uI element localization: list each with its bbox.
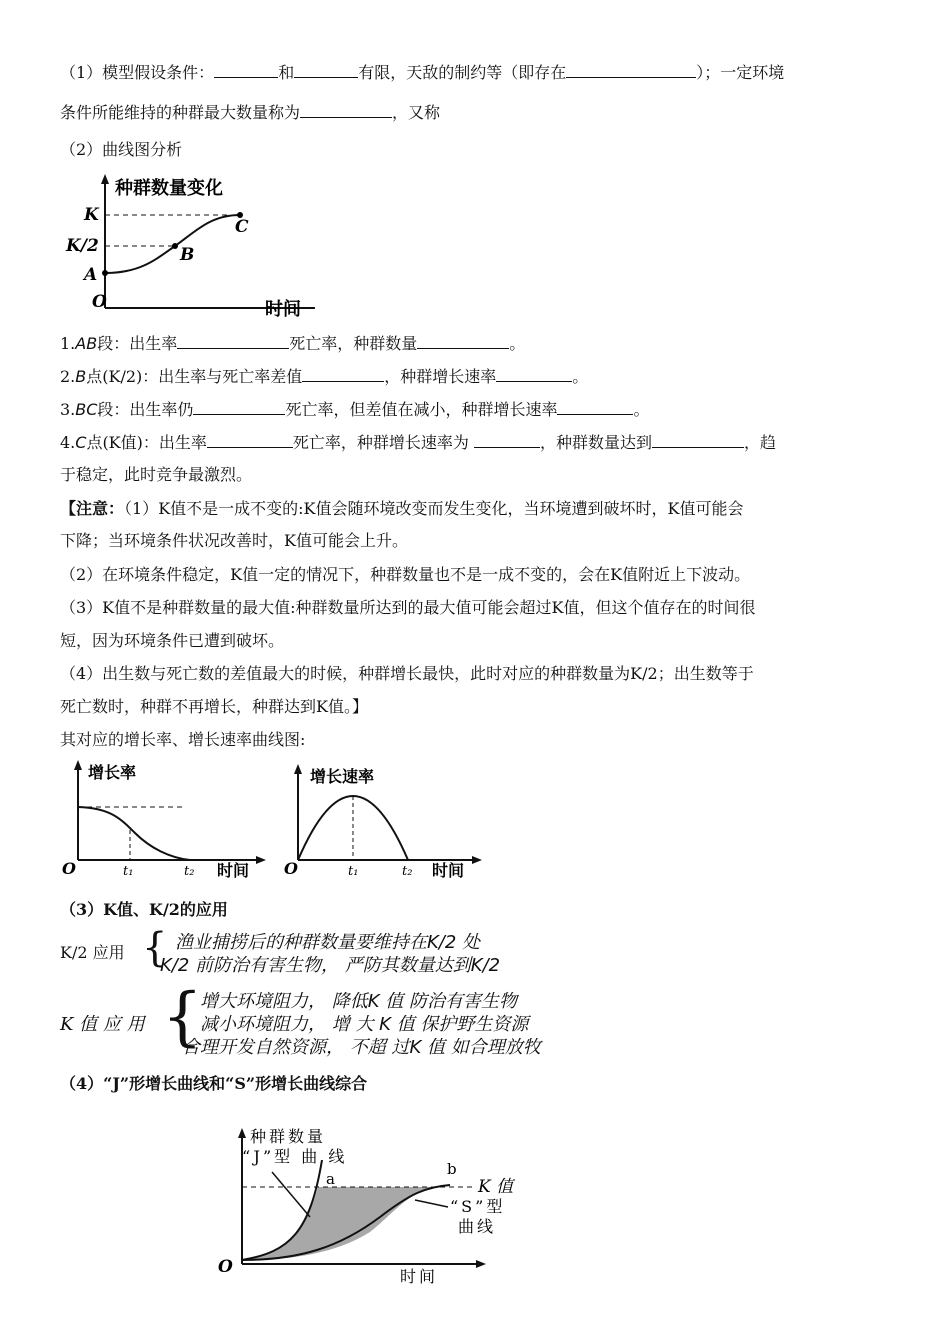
blank — [557, 398, 633, 415]
t1-tick: t₁ — [348, 864, 359, 879]
text: 。 — [633, 400, 650, 419]
item-4-cont: 于稳定，此时竞争最激烈。 — [60, 465, 253, 484]
text: 段：出生率仍 — [97, 400, 194, 419]
label-a: a — [326, 1170, 335, 1188]
k-application-label: K 值 应 用 — [60, 1014, 145, 1035]
text: 1. — [60, 334, 76, 353]
note-line-3: （2）在环境条件稳定，K值一定的情况下，种群数量也不是一成不变的，会在K值附近上下波动。 — [60, 565, 751, 584]
k2-tick: K/2 — [66, 236, 99, 256]
item-1 — [60, 331, 525, 354]
k-item-3: 合理开发自然资源， 不超 过K 值 如合理放牧 — [182, 1037, 541, 1058]
k-tick: K — [84, 205, 99, 225]
y-label: 增长率 — [88, 763, 137, 782]
curve — [78, 807, 190, 860]
brace: { — [162, 980, 203, 1054]
blank — [207, 431, 293, 448]
blank — [193, 398, 285, 415]
section-3-title: （3）K值、K/2的应用 — [60, 900, 228, 919]
s-label: 曲线 — [458, 1217, 497, 1236]
text: AB — [75, 334, 98, 353]
blank — [177, 332, 289, 349]
blank — [417, 332, 509, 349]
pointer — [272, 1172, 310, 1217]
text: 。 — [509, 334, 526, 353]
text: 点(K/2)：出生率与死亡率差值 — [86, 367, 303, 386]
k-label: K 值 — [478, 1177, 514, 1197]
text: 有限，天敌的制约等（即存在 — [358, 63, 567, 82]
blank — [300, 101, 392, 118]
note-line-6: （4）出生数与死亡数的差值最大的时候，种群增长最快，此时对应的种群数量为K/2；出生数等于 — [60, 664, 754, 683]
x-label: 时间 — [432, 861, 465, 880]
brace: { — [142, 925, 168, 971]
k2-item-1: 渔业捕捞后的种群数量要维持在K/2 处 — [175, 932, 481, 953]
note-line-5: 短，因为环境条件已遭到破坏。 — [60, 631, 285, 650]
growth-rate-chart — [60, 758, 270, 883]
text: 死亡率，种群增长速率为 — [292, 433, 474, 452]
x-arrow-icon — [256, 856, 266, 864]
origin: O — [62, 859, 76, 878]
k2-item-2: K/2 前防治有害生物， 严防其数量达到K/2 — [160, 955, 501, 976]
k-item-1: 增大环境阻力， 降低K 值 防治有害生物 — [200, 991, 517, 1012]
text: 4. — [60, 433, 76, 452]
y-label: 种群数量 — [250, 1127, 327, 1146]
text: 2. — [60, 367, 76, 386]
x-label: 时间 — [400, 1267, 439, 1286]
y-arrow-icon — [294, 764, 302, 774]
text: （1）K值不是一成不变的:K值会随环境改变而发生变化，当环境遭到破坏时，K值可能会 — [124, 499, 744, 518]
j-s-curve-chart — [210, 1122, 560, 1287]
point-b — [172, 243, 178, 249]
section-2-title: （2）曲线图分析 — [60, 140, 183, 159]
text: 和 — [278, 63, 295, 82]
text: （1）模型假设条件： — [60, 63, 215, 82]
y-arrow-icon — [74, 760, 82, 770]
blank — [496, 365, 572, 382]
blank — [294, 61, 358, 78]
label-a: A — [84, 265, 98, 285]
text: ，种群增长速率 — [384, 367, 497, 386]
origin: O — [92, 292, 107, 312]
t1-tick: t₁ — [123, 864, 134, 879]
y-label: 种群数量变化 — [115, 178, 223, 199]
text: ，趋 — [744, 433, 777, 452]
x-label: 时间 — [217, 861, 250, 880]
section-4-title: （4）“J”形增长曲线和“S”形增长曲线综合 — [60, 1074, 368, 1093]
blank — [652, 431, 744, 448]
item-3 — [60, 397, 649, 420]
note-line-7: 死亡数时，种群不再增长，种群达到K值。】 — [60, 697, 368, 716]
text: BC — [75, 400, 98, 419]
growth-speed-chart — [280, 762, 485, 887]
model-assumption-line2 — [60, 100, 440, 123]
text: C — [75, 433, 87, 452]
y-arrow-icon — [238, 1128, 246, 1138]
point-a — [102, 270, 108, 276]
blank — [214, 61, 278, 78]
y-label: 增长速率 — [310, 767, 375, 786]
text: 点(K值)：出生率 — [86, 433, 207, 452]
text: ）；一定环境 — [696, 63, 785, 82]
text: ，又称 — [392, 103, 441, 122]
x-arrow-icon — [476, 1260, 486, 1268]
pointer — [415, 1200, 448, 1207]
origin: O — [218, 1257, 233, 1277]
item-2 — [60, 364, 588, 387]
label-b: b — [447, 1160, 457, 1178]
note-line-2: 下降；当环境条件状况改善时，K值可能会上升。 — [60, 531, 408, 550]
origin: O — [284, 859, 298, 878]
y-arrow-icon — [101, 174, 109, 184]
text: 死亡率，种群数量 — [289, 334, 418, 353]
text: B — [75, 367, 87, 386]
x-label: 时间 — [265, 299, 301, 320]
text: 3. — [60, 400, 76, 419]
k2-application-label: K/2 应用 — [60, 943, 125, 962]
note-line-4: （3）K值不是种群数量的最大值:种群数量所达到的最大值可能会超过K值，但这个值存在的时间很 — [60, 598, 756, 617]
s-curve — [105, 215, 240, 273]
blank — [302, 365, 384, 382]
s-label: “S”型 — [450, 1197, 506, 1216]
blank — [474, 431, 540, 448]
text: 。 — [572, 367, 589, 386]
blank — [566, 61, 696, 78]
rate-intro: 其对应的增长率、增长速率曲线图: — [60, 730, 306, 749]
note-head: 【注意： — [60, 499, 125, 518]
k-item-2: 减小环境阻力， 增 大 K 值 保护野生资源 — [200, 1014, 529, 1035]
item-4 — [60, 430, 776, 453]
j-label: “J”型 曲 线 — [242, 1147, 348, 1166]
text: 死亡率，但差值在减小，种群增长速率 — [285, 400, 558, 419]
t2-tick: t₂ — [184, 864, 195, 879]
t2-tick: t₂ — [402, 864, 413, 879]
text: ，种群数量达到 — [539, 433, 652, 452]
text: 条件所能维持的种群最大数量称为 — [60, 103, 301, 122]
text: 段：出生率 — [97, 334, 178, 353]
model-assumption-line1 — [60, 60, 784, 83]
s-curve-chart — [66, 170, 340, 320]
label-c: C — [235, 217, 249, 237]
label-b: B — [180, 245, 195, 265]
x-arrow-icon — [472, 856, 482, 864]
note-line-1 — [60, 496, 743, 519]
